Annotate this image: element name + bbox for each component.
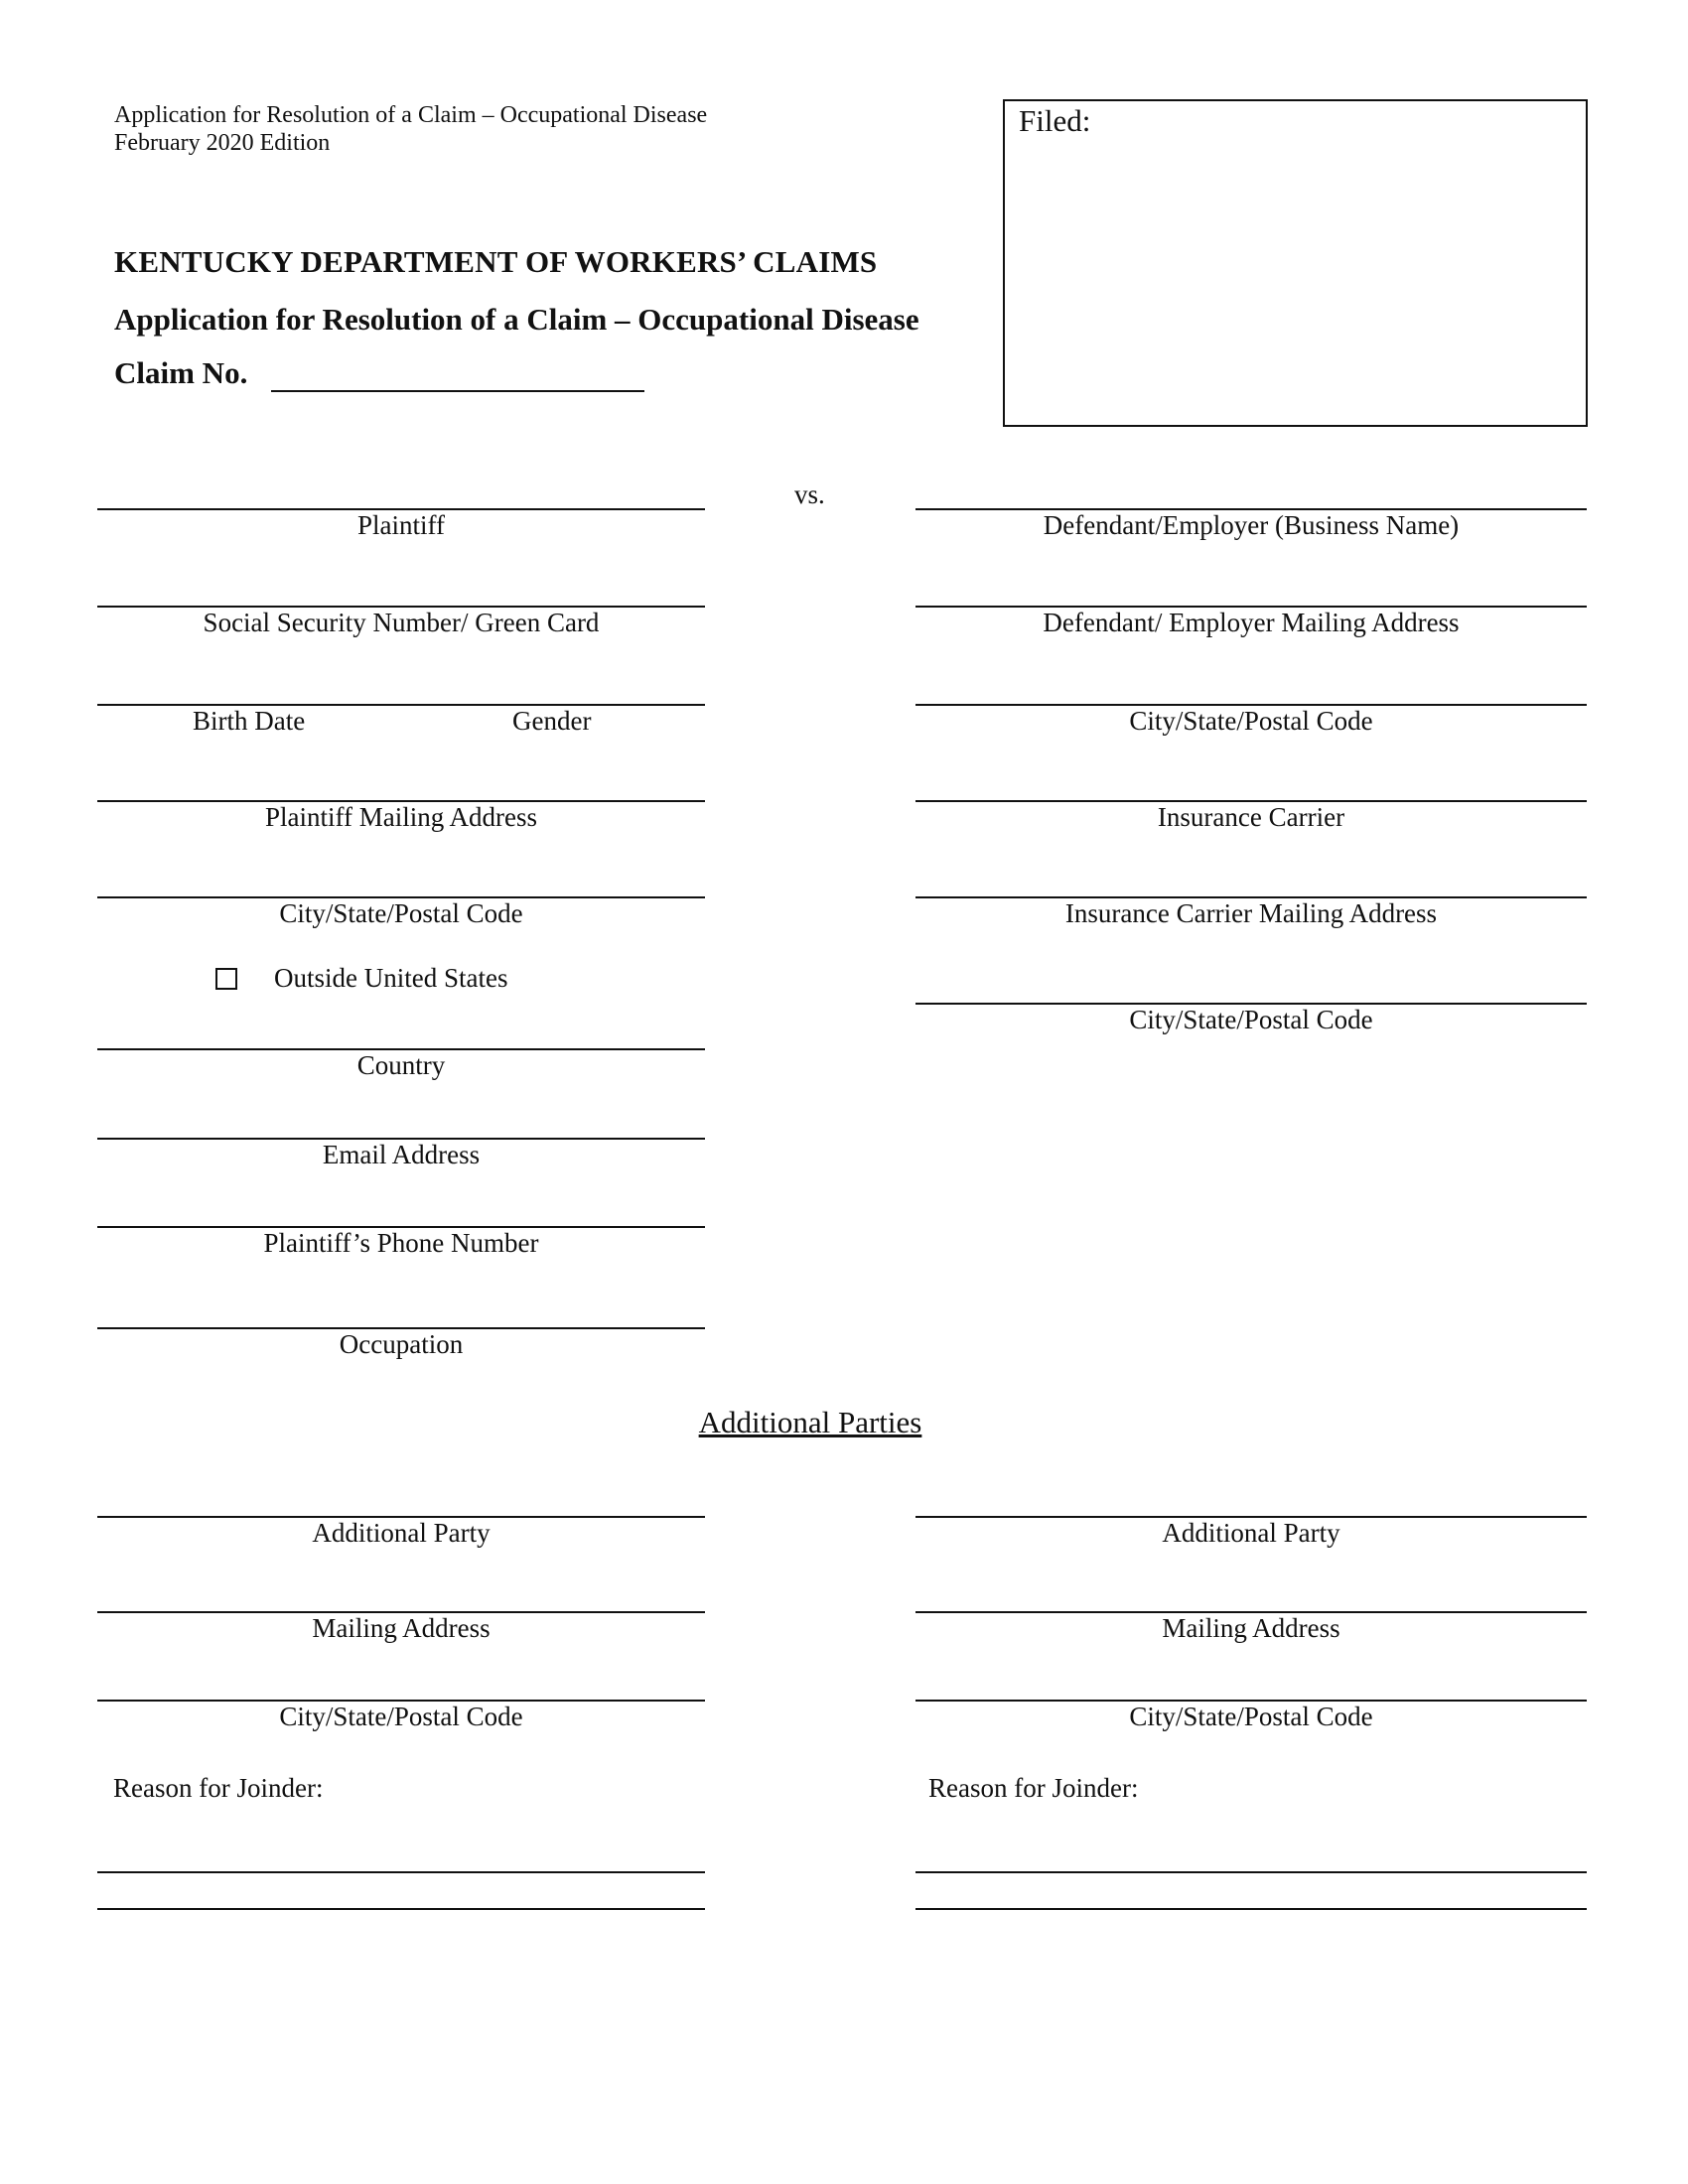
filed-stamp-box (1003, 99, 1588, 427)
occupation-label: Occupation (339, 1329, 464, 1359)
additional-address-right-label: Mailing Address (1162, 1613, 1340, 1643)
additional-city-right-label: City/State/Postal Code (1129, 1702, 1373, 1731)
additional-address-left-label: Mailing Address (312, 1613, 491, 1643)
plaintiff-city-label: City/State/Postal Code (279, 898, 523, 928)
ssn-label: Social Security Number/ Green Card (203, 608, 600, 637)
additional-party-left-label: Additional Party (312, 1518, 491, 1548)
additional-city-left-label: City/State/Postal Code (279, 1702, 523, 1731)
claim-no-input[interactable] (271, 390, 644, 392)
employer-label: Defendant/Employer (Business Name) (1043, 510, 1460, 540)
outside-us-label: Outside United States (274, 963, 508, 993)
employer-address-label: Defendant/ Employer Mailing Address (1043, 608, 1460, 637)
reason-joinder-left-line-1[interactable] (97, 1871, 705, 1873)
birth-gender-input[interactable] (97, 704, 705, 706)
additional-parties-title: Additional Parties (698, 1405, 922, 1439)
reason-joinder-right-label: Reason for Joinder: (928, 1773, 1139, 1803)
reason-joinder-right-line-1[interactable] (915, 1871, 1587, 1873)
reason-joinder-right-line-2[interactable] (915, 1908, 1587, 1910)
additional-party-right-label: Additional Party (1162, 1518, 1340, 1548)
filed-label: Filed: (1019, 103, 1091, 138)
birth-date-label: Birth Date (193, 706, 306, 736)
email-label: Email Address (322, 1140, 481, 1169)
edition: February 2020 Edition (114, 130, 331, 156)
claim-no-label: Claim No. (114, 355, 248, 390)
phone-label: Plaintiff’s Phone Number (263, 1228, 539, 1258)
gender-label: Gender (512, 706, 592, 736)
agency-title: KENTUCKY DEPARTMENT OF WORKERS’ CLAIMS (114, 244, 878, 279)
versus-label: vs. (794, 479, 825, 509)
country-label: Country (356, 1050, 446, 1080)
plaintiff-label: Plaintiff (356, 510, 445, 540)
employer-city-label: City/State/Postal Code (1129, 706, 1373, 736)
carrier-city-label: City/State/Postal Code (1129, 1005, 1373, 1034)
reason-joinder-left-line-2[interactable] (97, 1908, 705, 1910)
carrier-address-label: Insurance Carrier Mailing Address (1064, 898, 1438, 928)
form-name: Application for Resolution of a Claim – Occupational Disease (114, 102, 708, 128)
insurance-carrier-label: Insurance Carrier (1157, 802, 1345, 832)
plaintiff-address-label: Plaintiff Mailing Address (265, 802, 537, 832)
outside-us-checkbox[interactable] (215, 968, 237, 990)
reason-joinder-left-label: Reason for Joinder: (113, 1773, 324, 1803)
form-title: Application for Resolution of a Claim – Occupational Disease (114, 302, 919, 337)
